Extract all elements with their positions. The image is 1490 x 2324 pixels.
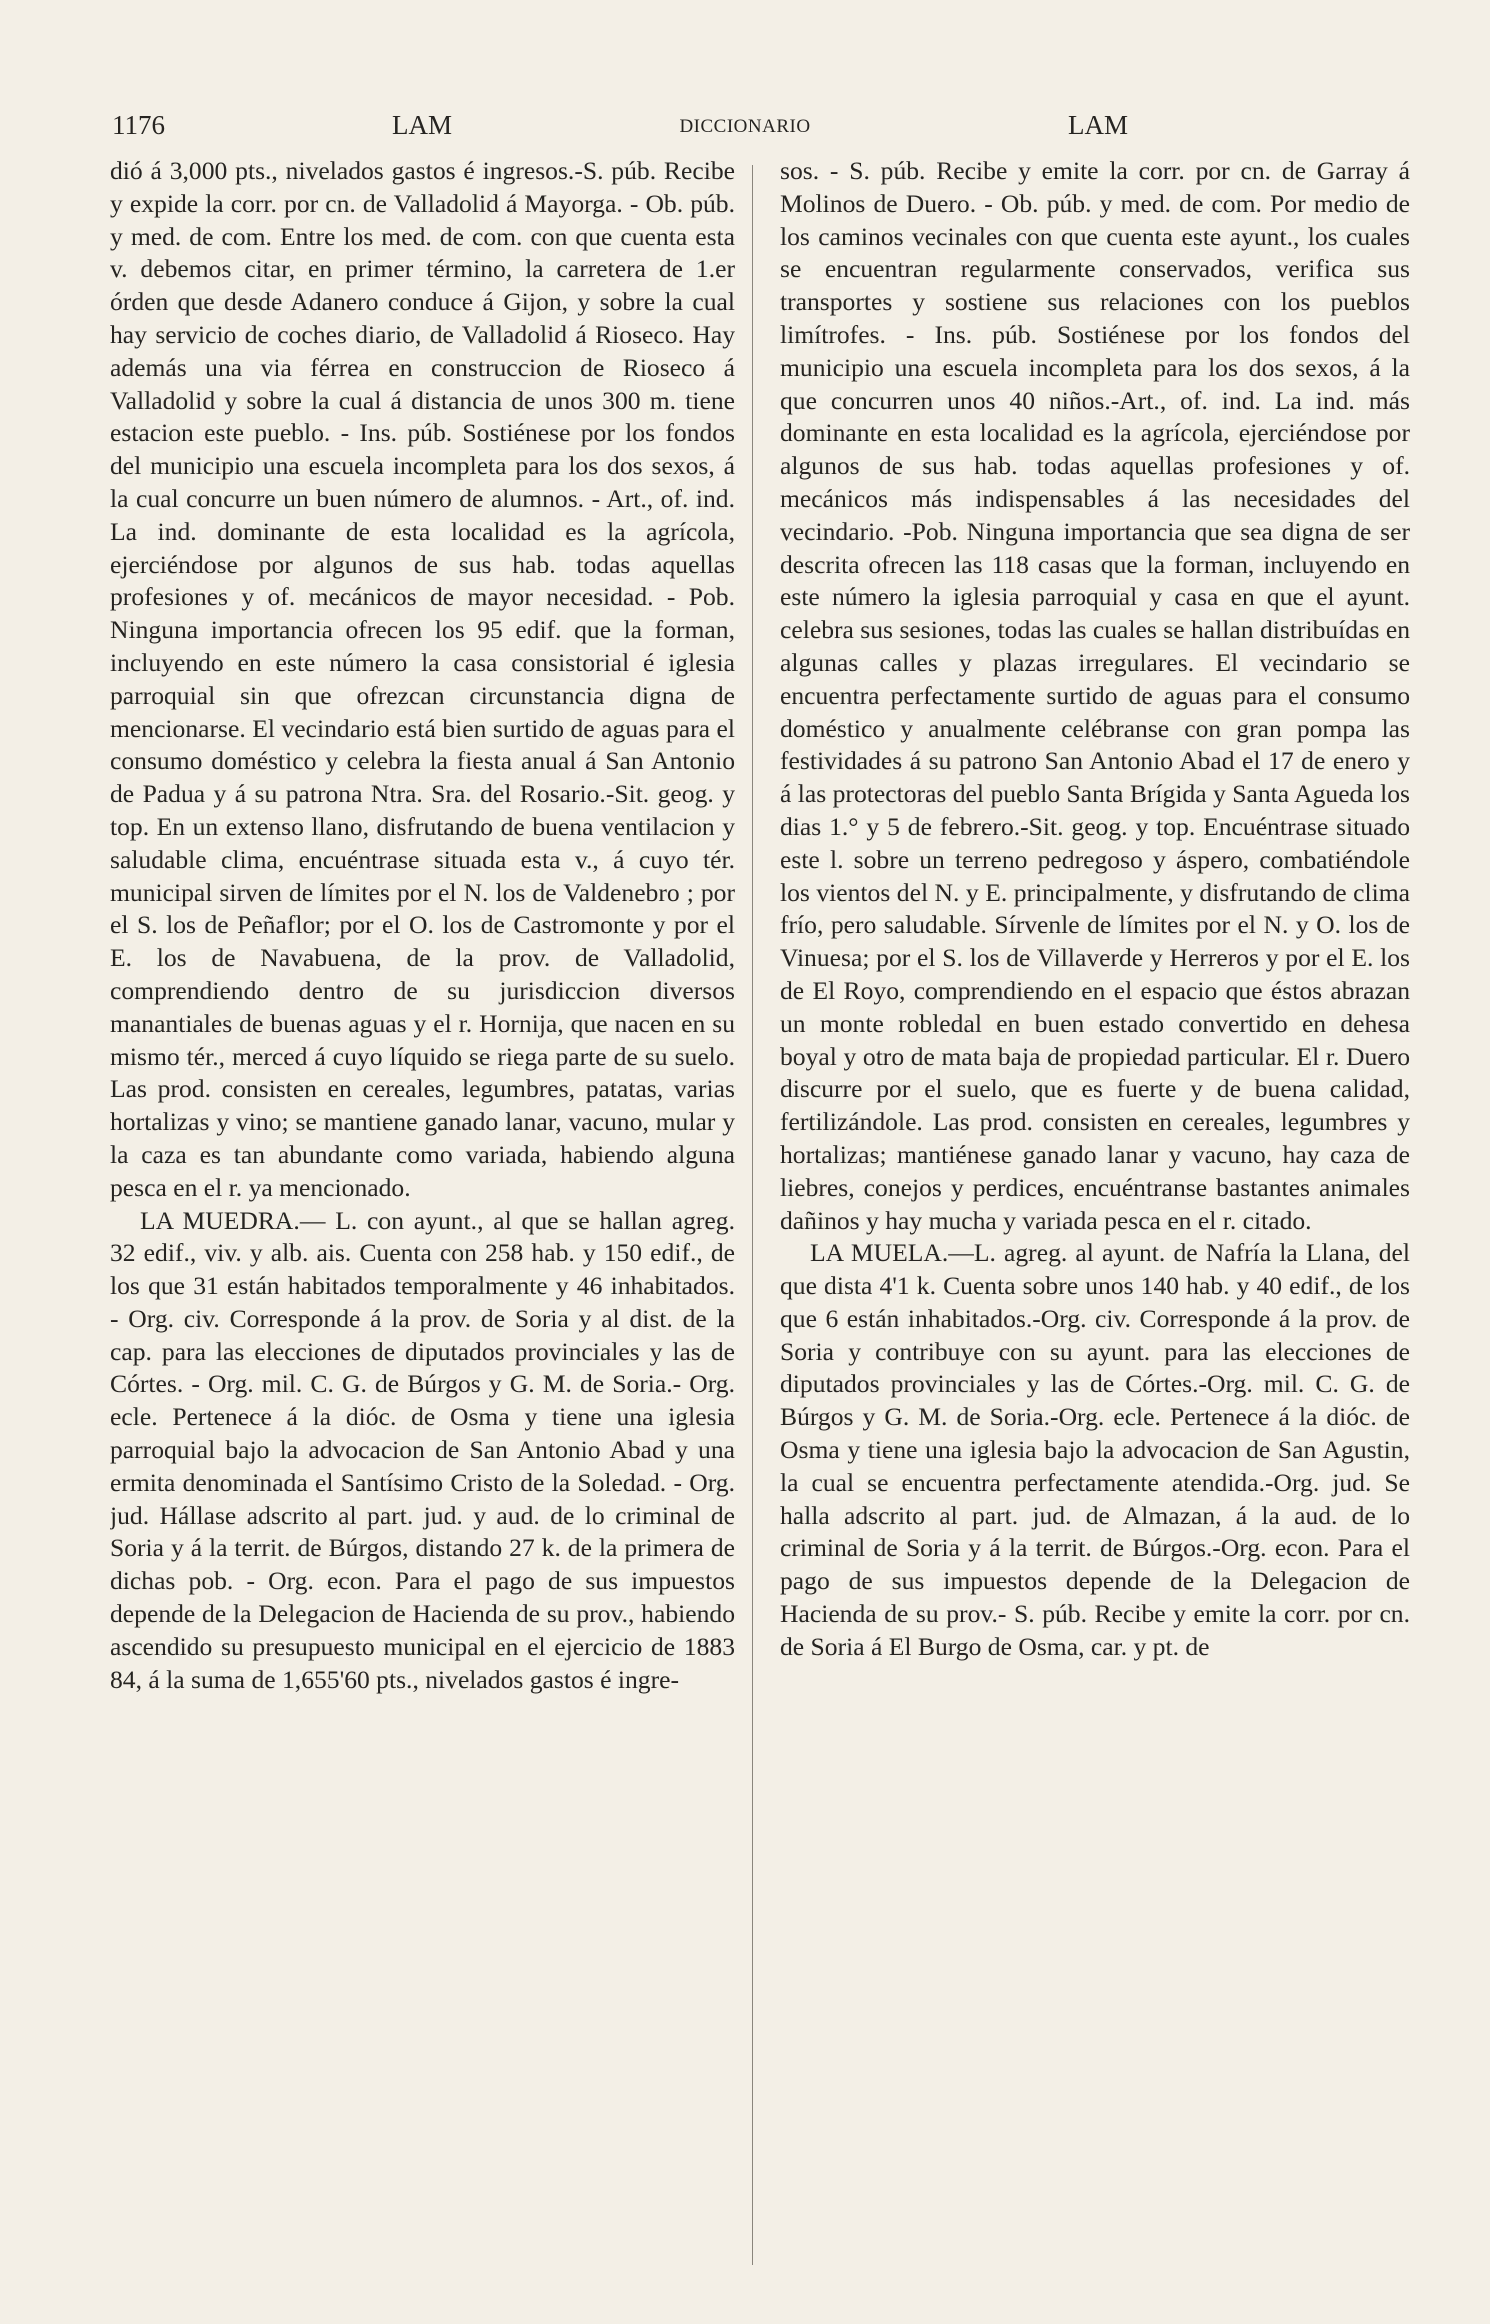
entry-la-muela: LA MUELA.—L. agreg. al ayunt. de Nafría la Llana, del que dista 4'1 k. Cuenta sobre unos 140 hab. y 40 edif., de los que 6 están inhabitados.-Org. civ. Corresponde á la prov. de Soria y contribuye con su ayunt. para las elecciones de diputados provinciales y las de Córtes.-Org. mil. C. G. de Búrgos y G. M. de Soria.-Org. ecle. Pertenece á la dióc. de Osma y tiene una iglesia bajo la advocacion de San Agustin, la cual se encuentra perfectamente atendida.-Org. jud. Se halla adscrito al part. jud. de Almazan, á la aud. de lo criminal de Soria y á la territ. de Búrgos.-Org. econ. Para el pago de sus impuestos depende de la Delegacion de Hacienda de su prov.- S. púb. Recibe y emite la corr. por cn. de Soria á El Burgo de Osma, car. y pt. de xyxy=(780,1238,1410,1661)
column-divider xyxy=(752,165,753,2265)
page-header xyxy=(112,110,1378,150)
entry-la-muedra: LA MUEDRA.— L. con ayunt., al que se hallan agreg. 32 edif., viv. y alb. ais. Cuenta con 258 hab. y 150 edif., de los que 31 están habitados temporalmente y 46 inhabitados. - Org. civ. Corresponde á la prov. de Soria y al dist. de la cap. para las elecciones de diputados provinciales y las de Córtes. - Org. mil. C. G. de Búrgos y G. M. de Soria.- Org. ecle. Pertenece á la dióc. de Osma y tiene una iglesia parroquial bajo la advocacion de San Antonio Abad y una ermita denominada el Santísimo Cristo de la Soledad. - Org. jud. Hállase adscrito al part. jud. y aud. de lo criminal de Soria y á la territ. de Búrgos, distando 27 k. de la primera de dichas pob. - Org. econ. Para el pago de sus impuestos depende de la Delegacion de Hacienda de su prov., habiendo ascendido su presupuesto municipal en el ejercicio de 1883 84, á la suma de 1,655'60 pts., nivelados gastos é ingre- xyxy=(110,1205,735,1694)
paragraph: sos. - S. púb. Recibe y emite la corr. por cn. de Garray á Molinos de Duero. - Ob. púb. y med. de com. Por medio de los caminos vecinales con que cuenta este ayunt., los cuales se encuentran regularmente conservados, verifica sus transportes y sostiene sus relaciones con los pueblos limítrofes. - Ins. púb. Sostiénese por los fondos del municipio una escuela incompleta para los dos sexos, á la que concurren unos 40 niños.-Art., of. ind. La ind. más dominante en esta localidad es la agrícola, ejerciéndose por algunos de sus hab. todas aquellas profesiones y of. mecánicos más indispensables á las necesidades del vecindario. -Pob. Ninguna importancia que sea digna de ser descrita ofrecen las 118 casas que la forman, incluyendo en este número la iglesia parroquial y casa en que el ayunt. celebra sus sesiones, todas las cuales se hallan distribuídas en algunas calles y plazas irregulares. El vecindario se encuentra perfectamente surtido de aguas para el consumo doméstico y anualmente celébranse con gran pompa las festividades á su patrono San Antonio Abad el 17 de enero y á las protectoras del pueblo Santa Brígida y Santa Agueda los dias 1.° y 5 de febrero.-Sit. geog. y top. Encuéntrase situado este l. sobre un terreno pedregoso y áspero, combatiéndole los vientos del N. y E. principalmente, y disfrutando de clima frío, pero saludable. Sírvenle de límites por el N. y O. los de Vinuesa; por el S. los de Villaverde y Herreros y por el E. los de El Royo, comprendiendo en el espacio que éstos abrazan un monte robledal en buen estado convertido en dehesa boyal y otro de mata baja de propiedad particular. El r. Duero discurre por el suelo, que es fuerte y de buena calidad, fertilizándole. Las prod. consisten en cereales, legumbres y hortalizas; mantiénese ganado lanar y vacuno, hay caza de liebres, conejos y perdices, encuéntranse bastantes animales dañinos y hay mucha y variada pesca en el r. citado. xyxy=(780,156,1410,1235)
header-keyword-right: LAM xyxy=(1068,110,1128,140)
header-keyword-left: LAM xyxy=(392,110,452,140)
header-title: DICCIONARIO xyxy=(679,116,811,137)
left-column xyxy=(110,155,735,2275)
page-number: 1176 xyxy=(112,110,165,140)
right-column xyxy=(780,155,1410,2275)
paragraph: dió á 3,000 pts., nivelados gastos é ingresos.-S. púb. Recibe y expide la corr. por cn. de Valladolid á Mayorga. - Ob. púb. y med. de com. Entre los med. de com. con que cuenta esta v. debemos citar, en primer término, la carretera de 1.er órden que desde Adanero conduce á Gijon, y sobre la cual hay servicio de coches diario, de Valladolid á Rioseco. Hay además una via férrea en construccion de Rioseco á Valladolid y sobre la cual á distancia de unos 300 m. tiene estacion este pueblo. - Ins. púb. Sostiénese por los fondos del municipio una escuela incompleta para los dos sexos, á la cual concurre un buen número de alumnos. - Art., of. ind. La ind. dominante de esta localidad es la agrícola, ejerciéndose por algunos de sus hab. todas aquellas profesiones y of. mecánicos de mayor necesidad. - Pob. Ninguna importancia ofrecen los 95 edif. que la forman, incluyendo en este número la casa consistorial é iglesia parroquial sin que ofrezcan circunstancia digna de mencionarse. El vecindario está bien surtido de aguas para el consumo doméstico y celebra la fiesta anual á San Antonio de Padua y á su patrona Ntra. Sra. del Rosario.-Sit. geog. y top. En un extenso llano, disfrutando de buena ventilacion y saludable clima, encuéntrase situada esta v., á cuyo tér. municipal sirven de límites por el N. los de Valdenebro ; por el S. los de Peñaflor; por el O. los de Castromonte y por el E. los de Navabuena, de la prov. de Valladolid, comprendiendo dentro de su jurisdiccion diversos manantiales de buenas aguas y el r. Hornija, que nacen en su mismo tér., merced á cuyo líquido se riega parte de su suelo. Las prod. consisten en cereales, legumbres, patatas, varias hortalizas y vino; se mantiene ganado lanar, vacuno, mular y la caza es tan abundante como variada, habiendo alguna pesca en el r. ya mencionado. xyxy=(110,156,735,1202)
